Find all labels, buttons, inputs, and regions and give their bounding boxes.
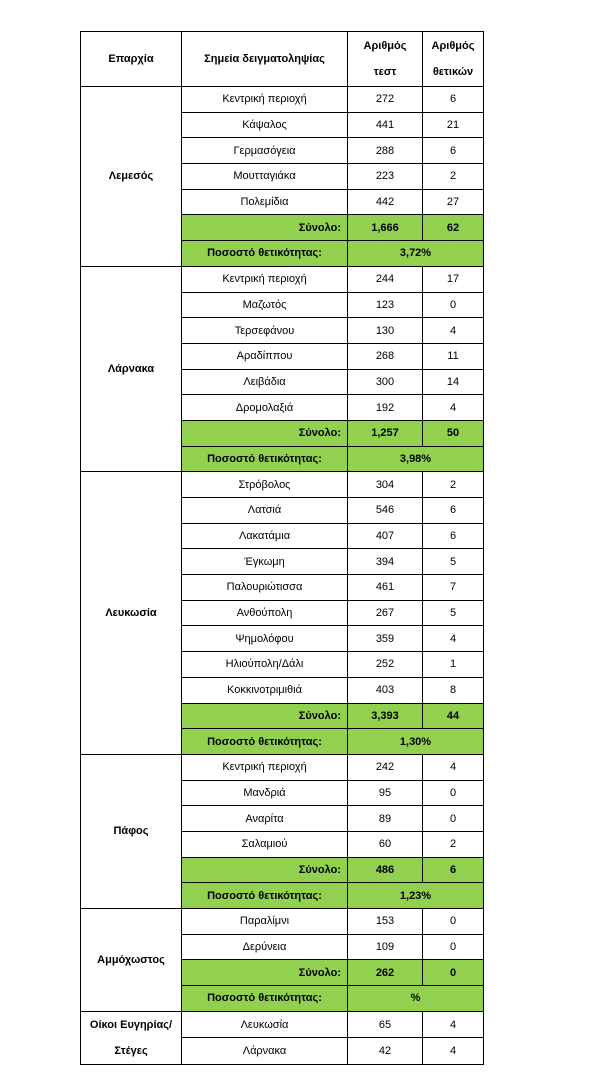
total-positives: 6 bbox=[423, 857, 484, 883]
sampling-point-cell: Δερύνεια bbox=[182, 934, 348, 960]
tests-cell: 65 bbox=[348, 1011, 423, 1038]
sampling-point-cell: Σαλαμιού bbox=[182, 831, 348, 857]
tests-cell: 109 bbox=[348, 934, 423, 960]
header-tests-line2: τεστ bbox=[373, 66, 397, 78]
total-positives: 44 bbox=[423, 703, 484, 729]
positives-cell: 5 bbox=[423, 549, 484, 575]
header-sampling-points: Σημεία δειγματοληψίας bbox=[182, 32, 348, 87]
sampling-point-cell: Έγκωμη bbox=[182, 549, 348, 575]
tests-cell: 272 bbox=[348, 87, 423, 113]
positives-cell: 4 bbox=[423, 395, 484, 421]
tests-cell: 153 bbox=[348, 909, 423, 935]
table-row bbox=[81, 754, 484, 780]
province-cell: Οίκοι Ευγηρίας/Στέγες bbox=[81, 1011, 182, 1064]
tests-cell: 300 bbox=[348, 369, 423, 395]
sampling-point-cell: Ανθούπολη bbox=[182, 600, 348, 626]
tests-cell: 252 bbox=[348, 652, 423, 678]
rate-value: 3,72% bbox=[348, 241, 484, 267]
total-positives: 0 bbox=[423, 960, 484, 986]
positives-cell: 7 bbox=[423, 575, 484, 601]
tests-cell: 267 bbox=[348, 600, 423, 626]
table-body bbox=[81, 87, 484, 1065]
table-row bbox=[81, 1011, 484, 1038]
sampling-point-cell: Κεντρική περιοχή bbox=[182, 87, 348, 113]
province-cell: Λευκωσία bbox=[81, 472, 182, 755]
table-row bbox=[81, 472, 484, 498]
positives-cell: 8 bbox=[423, 677, 484, 703]
sampling-point-cell: Γερμασόγεια bbox=[182, 138, 348, 164]
tests-cell: 89 bbox=[348, 806, 423, 832]
header-row bbox=[81, 32, 484, 87]
sampling-results-table bbox=[80, 31, 484, 1065]
sampling-point-cell: Λευκωσία bbox=[182, 1011, 348, 1038]
sampling-point-cell: Κοκκινοτριμιθιά bbox=[182, 677, 348, 703]
province-cell: Πάφος bbox=[81, 754, 182, 908]
sampling-point-cell: Αναρίτα bbox=[182, 806, 348, 832]
tests-cell: 123 bbox=[348, 292, 423, 318]
sampling-point-cell: Λατσιά bbox=[182, 498, 348, 524]
tests-cell: 461 bbox=[348, 575, 423, 601]
header-tests-line1: Αριθμός bbox=[363, 40, 407, 52]
rate-label: Ποσοστό θετικότητας: bbox=[182, 241, 348, 267]
sampling-point-cell: Τερσεφάνου bbox=[182, 318, 348, 344]
positives-cell: 1 bbox=[423, 652, 484, 678]
tests-cell: 403 bbox=[348, 677, 423, 703]
total-positives: 62 bbox=[423, 215, 484, 241]
total-label: Σύνολο: bbox=[182, 857, 348, 883]
tests-cell: 60 bbox=[348, 831, 423, 857]
header-positives-line2: θετικών bbox=[432, 66, 474, 78]
sampling-point-cell: Λακατάμια bbox=[182, 523, 348, 549]
tests-cell: 268 bbox=[348, 343, 423, 369]
positives-cell: 0 bbox=[423, 780, 484, 806]
total-tests: 262 bbox=[348, 960, 423, 986]
rate-label: Ποσοστό θετικότητας: bbox=[182, 729, 348, 755]
rate-value: 1,23% bbox=[348, 883, 484, 909]
positives-cell: 2 bbox=[423, 472, 484, 498]
positives-cell: 4 bbox=[423, 1011, 484, 1038]
sampling-point-cell: Λάρνακα bbox=[182, 1038, 348, 1065]
sampling-point-cell: Λειβάδια bbox=[182, 369, 348, 395]
table-header bbox=[81, 32, 484, 87]
header-tests bbox=[348, 32, 423, 87]
tests-cell: 546 bbox=[348, 498, 423, 524]
table-row bbox=[81, 87, 484, 113]
positives-cell: 0 bbox=[423, 934, 484, 960]
tests-cell: 442 bbox=[348, 189, 423, 215]
positives-cell: 2 bbox=[423, 831, 484, 857]
positives-cell: 2 bbox=[423, 164, 484, 190]
tests-cell: 359 bbox=[348, 626, 423, 652]
sampling-point-cell: Παλουριώτισσα bbox=[182, 575, 348, 601]
positives-cell: 14 bbox=[423, 369, 484, 395]
positives-cell: 4 bbox=[423, 754, 484, 780]
positives-cell: 0 bbox=[423, 806, 484, 832]
total-positives: 50 bbox=[423, 420, 484, 446]
total-tests: 1,257 bbox=[348, 420, 423, 446]
total-tests: 1,666 bbox=[348, 215, 423, 241]
tests-cell: 407 bbox=[348, 523, 423, 549]
tests-cell: 242 bbox=[348, 754, 423, 780]
rate-value: 3,98% bbox=[348, 446, 484, 472]
positives-cell: 6 bbox=[423, 498, 484, 524]
positives-cell: 6 bbox=[423, 87, 484, 113]
total-label: Σύνολο: bbox=[182, 215, 348, 241]
sampling-point-cell: Κεντρική περιοχή bbox=[182, 754, 348, 780]
province-cell: Λάρνακα bbox=[81, 266, 182, 472]
total-label: Σύνολο: bbox=[182, 960, 348, 986]
positives-cell: 17 bbox=[423, 266, 484, 292]
sampling-point-cell: Δρομολαξιά bbox=[182, 395, 348, 421]
positives-cell: 4 bbox=[423, 318, 484, 344]
header-positives-line1: Αριθμός bbox=[431, 40, 475, 52]
positives-cell: 0 bbox=[423, 909, 484, 935]
total-tests: 486 bbox=[348, 857, 423, 883]
positives-cell: 6 bbox=[423, 523, 484, 549]
header-positives bbox=[423, 32, 484, 87]
rate-value: 1,30% bbox=[348, 729, 484, 755]
province-cell: Αμμόχωστος bbox=[81, 909, 182, 1012]
sampling-point-cell: Μουτταγιάκα bbox=[182, 164, 348, 190]
table-row bbox=[81, 266, 484, 292]
positives-cell: 0 bbox=[423, 292, 484, 318]
sampling-point-cell: Αραδίππου bbox=[182, 343, 348, 369]
rate-label: Ποσοστό θετικότητας: bbox=[182, 883, 348, 909]
sampling-point-cell: Μανδριά bbox=[182, 780, 348, 806]
tests-cell: 244 bbox=[348, 266, 423, 292]
sampling-point-cell: Ψημολόφου bbox=[182, 626, 348, 652]
header-province: Επαρχία bbox=[81, 32, 182, 87]
tests-cell: 130 bbox=[348, 318, 423, 344]
table-row bbox=[81, 909, 484, 935]
sampling-point-cell: Πολεμίδια bbox=[182, 189, 348, 215]
rate-label: Ποσοστό θετικότητας: bbox=[182, 446, 348, 472]
tests-cell: 192 bbox=[348, 395, 423, 421]
sampling-point-cell: Κεντρική περιοχή bbox=[182, 266, 348, 292]
positives-cell: 27 bbox=[423, 189, 484, 215]
sampling-point-cell: Ηλιούπολη/Δάλι bbox=[182, 652, 348, 678]
positives-cell: 11 bbox=[423, 343, 484, 369]
positives-cell: 21 bbox=[423, 112, 484, 138]
total-tests: 3,393 bbox=[348, 703, 423, 729]
sampling-point-cell: Παραλίμνι bbox=[182, 909, 348, 935]
tests-cell: 288 bbox=[348, 138, 423, 164]
tests-cell: 223 bbox=[348, 164, 423, 190]
tests-cell: 304 bbox=[348, 472, 423, 498]
rate-value: % bbox=[348, 986, 484, 1012]
tests-cell: 95 bbox=[348, 780, 423, 806]
tests-cell: 394 bbox=[348, 549, 423, 575]
sampling-point-cell: Μαζωτός bbox=[182, 292, 348, 318]
positives-cell: 4 bbox=[423, 626, 484, 652]
tests-cell: 42 bbox=[348, 1038, 423, 1065]
total-label: Σύνολο: bbox=[182, 703, 348, 729]
sampling-point-cell: Κάψαλος bbox=[182, 112, 348, 138]
rate-label: Ποσοστό θετικότητας: bbox=[182, 986, 348, 1012]
tests-cell: 441 bbox=[348, 112, 423, 138]
positives-cell: 4 bbox=[423, 1038, 484, 1065]
total-label: Σύνολο: bbox=[182, 420, 348, 446]
positives-cell: 6 bbox=[423, 138, 484, 164]
sampling-point-cell: Στρόβολος bbox=[182, 472, 348, 498]
province-cell: Λεμεσός bbox=[81, 87, 182, 267]
positives-cell: 5 bbox=[423, 600, 484, 626]
